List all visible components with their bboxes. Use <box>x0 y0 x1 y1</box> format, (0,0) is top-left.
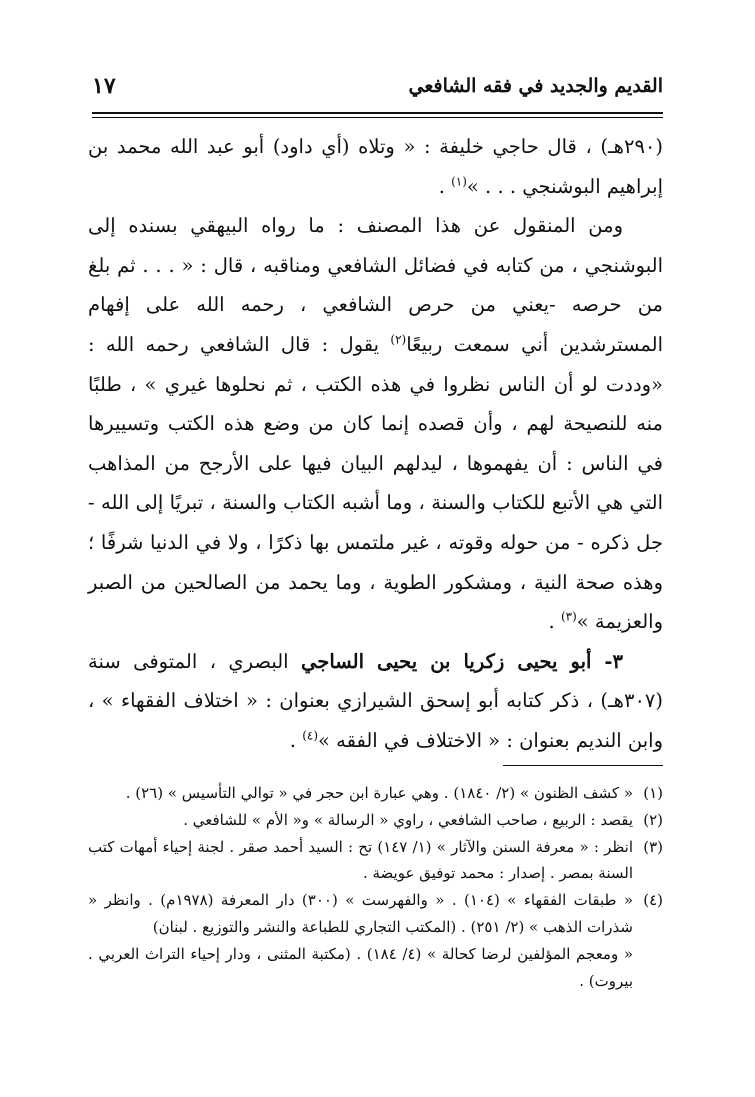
footnote-4 <box>88 887 663 941</box>
footnote-separator <box>503 765 663 766</box>
footnote-ref-1[interactable]: (١) <box>451 174 467 189</box>
body-text <box>88 127 663 761</box>
footnote-1-text: « كشف الظنون » (٢/ ١٨٤٠) . وهي عبارة ابن حجر في « توالي التأسيس » (٢٦) . <box>125 784 633 802</box>
header-rule-thin <box>92 117 663 118</box>
paragraph-3-end: . <box>289 728 303 752</box>
footnotes <box>88 780 663 994</box>
footnote-4-text: « طبقات الفقهاء » (١٠٤) . « والفهرست » (٣٠٠) دار المعرفة (١٩٧٨م) . وانظر « شذرات الذهب » (٢/ ٢٥١) . (المكتب التجاري للطباعة والنشر والتوزيع . لبنان) <box>88 891 633 936</box>
paragraph-1 <box>88 127 663 206</box>
footnote-2 <box>88 807 663 834</box>
header-rule-thick <box>92 112 663 114</box>
footnote-1 <box>88 780 663 807</box>
footnote-ref-2[interactable]: (٢) <box>390 332 407 347</box>
footnote-3-text: انظر : « معرفة السنن والآثار » (١/ ١٤٧) تح : السيد أحمد صقر . لجنة إحياء أمهات كتب السنة بمصر . إصدار : محمد توفيق عويضة . <box>88 837 633 883</box>
entry-heading: ٣- أبو يحيى زكريا بن يحيى الساجي <box>301 649 624 673</box>
paragraph-2-text-b: يقول : قال الشافعي رحمه الله : «وددت لو أن الناس نظروا في هذه الكتب ، ثم نحلوها غيري » ، طلبًا منه للنصيحة لهم ، وأن قصده إنما كان من وضع هذه الكتب وتسييرها في الناس : أن يفهموها ، ليدلهم البيان فيها على الأرجح من المذاهب التي هي الأتبع للكتاب والسنة ، وما أشبه الكتاب والسنة ، تبريًا إلى الله - جل ذكره - من حوله وقوته ، غير ملتمس بها ذكرًا ، ولا في الدنيا شرفًا ؛ وهذه صحة النية ، ومشكور الطوية ، وما يحمد من الصالحين من الصبر والعزيمة » <box>88 332 663 634</box>
footnote-1-number: (١) <box>643 784 663 802</box>
paragraph-1-text: (٢٩٠هـ) ، قال حاجي خليفة : « وتلاه (أي داود) أبو عبد الله محمد بن إبراهيم البوشنجي . . . » <box>88 135 663 198</box>
footnote-4-continuation: « ومعجم المؤلفين لرضا كحالة » (٤/ ١٨٤) . (مكتبة المثنى ، ودار إحياء التراث العربي . بيروت) . <box>88 944 633 990</box>
running-title: القديم والجديد في فقه الشافعي <box>408 75 663 97</box>
paragraph-3-text: البصري ، المتوفى سنة (٣٠٧هـ) ، ذكر كتابه أبو إسحق الشيرازي بعنوان : « اختلاف الفقهاء » ، وابن النديم بعنوان : « الاختلاف في الفقه » <box>88 649 663 752</box>
footnote-ref-4[interactable]: (٤) <box>302 728 319 743</box>
paragraph-2-text-a: ومن المنقول عن هذا المصنف : ما رواه البيهقي بسنده إلى البوشنجي ، من كتابه في فضائل الشافعي ومناقبه ، قال : « . . . ثم بلغ من حرصه -يعني من حرص الشافعي ، رحمه الله على إفهام المسترشدين أني سمعت ربيعًا <box>88 214 663 356</box>
footnote-4-number: (٤) <box>643 891 663 910</box>
footnote-3 <box>88 834 663 888</box>
footnote-3-number: (٣) <box>643 837 663 856</box>
paragraph-3 <box>88 642 663 761</box>
page-header <box>92 66 663 106</box>
paragraph-2-end: . <box>548 610 561 634</box>
footnote-2-text: يقصد : الربيع ، صاحب الشافعي ، راوي « الرسالة » و« الأم » للشافعي . <box>183 810 633 829</box>
page-number: ١٧ <box>92 73 116 99</box>
footnote-2-number: (٢) <box>643 810 663 829</box>
footnote-ref-3[interactable]: (٣) <box>560 609 577 624</box>
paragraph-2 <box>88 206 663 642</box>
paragraph-1-end: . <box>438 174 452 198</box>
